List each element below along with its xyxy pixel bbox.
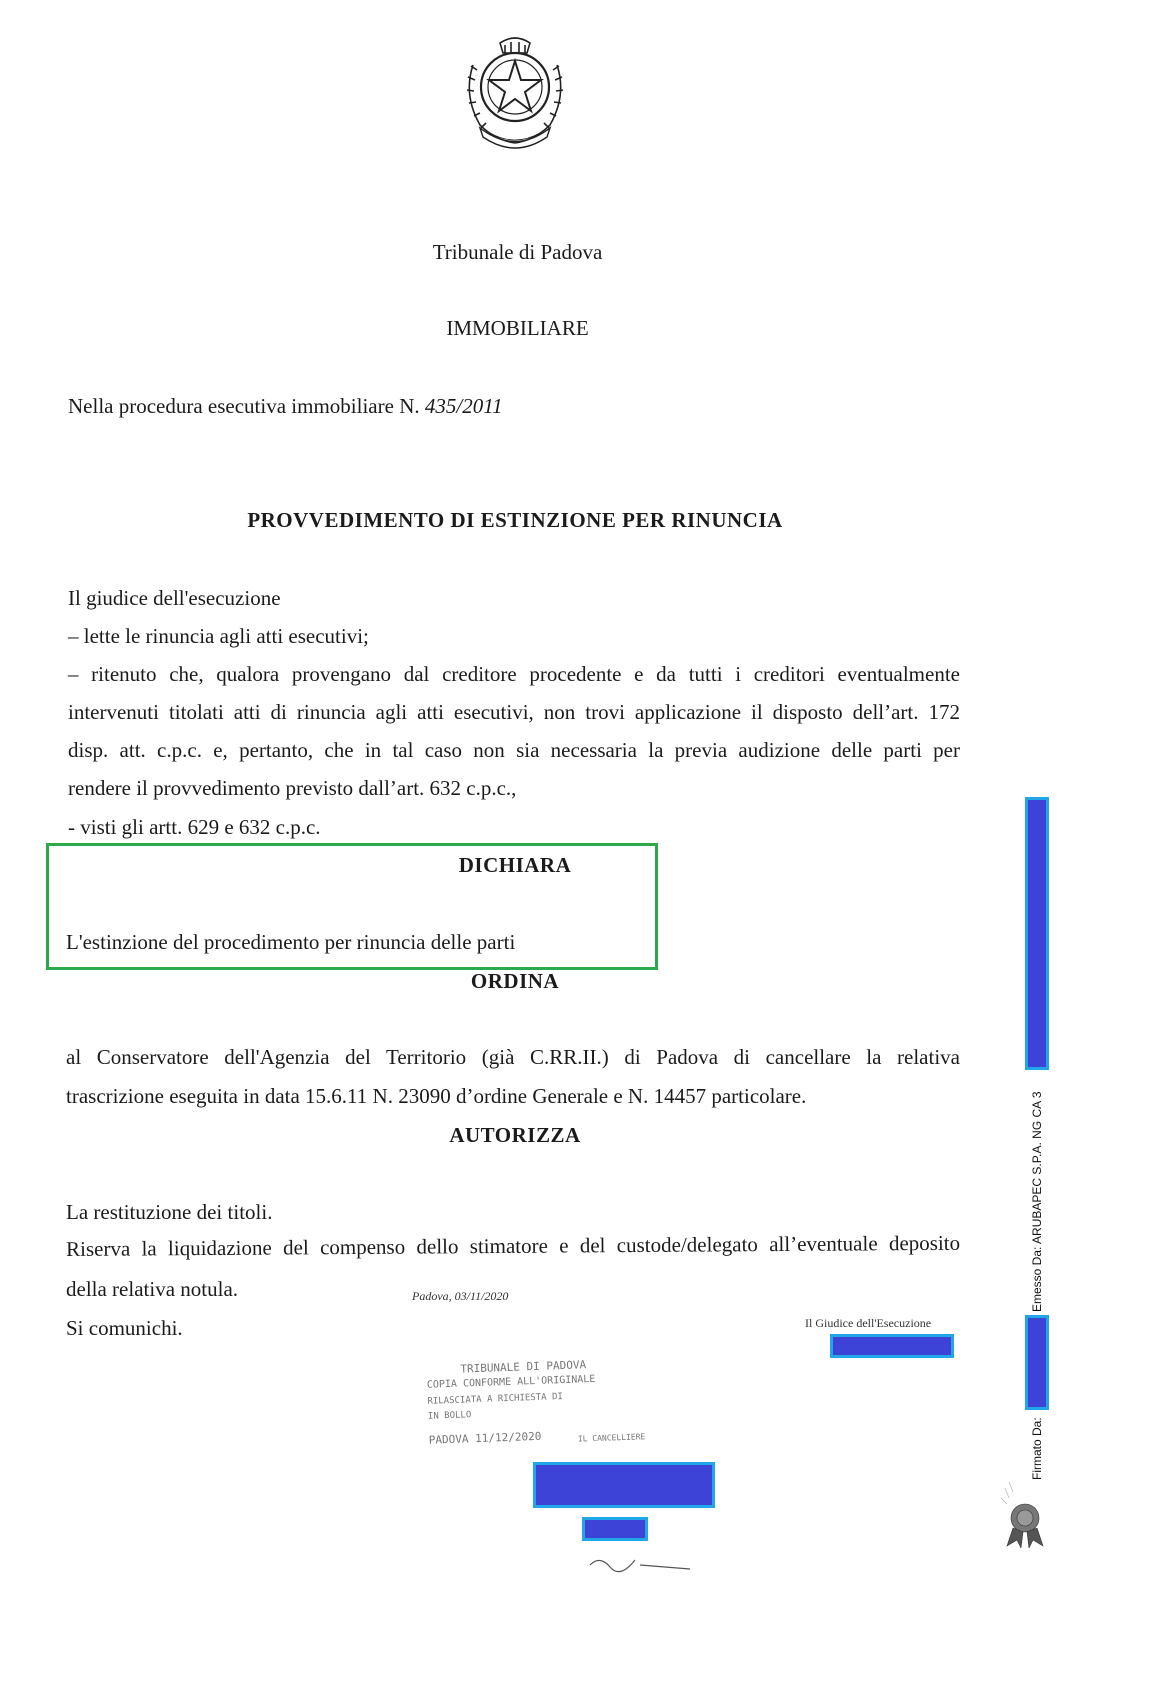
redacted-clerk-name bbox=[533, 1462, 715, 1508]
dichiara-heading: DICHIARA bbox=[458, 853, 572, 877]
italian-republic-emblem bbox=[455, 25, 575, 150]
redacted-judge-name bbox=[830, 1334, 954, 1358]
procedure-number: 435/2011 bbox=[424, 394, 503, 418]
autorizza-line-3: della relativa notula. bbox=[66, 1277, 239, 1301]
autorizza-line-1: La restituzione dei titoli. bbox=[66, 1200, 273, 1224]
autorizza-line-2: Riserva la liquidazione del compenso dello stimatore e del custode/delegato all’eventuale deposito bbox=[66, 1230, 961, 1261]
document-title: PROVVEDIMENTO DI ESTINZIONE PER RINUNCIA bbox=[247, 508, 783, 532]
ordina-line-2: trascrizione eseguita in data 15.6.11 N. 23090 d’ordine Generale e N. 14457 particolare. bbox=[66, 1084, 807, 1108]
paragraph-ritenuto-line-1: – ritenuto che, qualora provengano dal creditore procedente e da tutti i creditori eventualmente bbox=[68, 662, 960, 686]
autorizza-heading: AUTORIZZA bbox=[449, 1123, 581, 1147]
judge-label: Il Giudice dell'Esecuzione bbox=[805, 1316, 932, 1330]
paragraph-visti: - visti gli artt. 629 e 632 c.p.c. bbox=[68, 815, 321, 839]
stamp-line-6: IL CANCELLIERE bbox=[577, 1432, 646, 1444]
court-name: Tribunale di Padova bbox=[432, 240, 603, 264]
stamp-line-1: TRIBUNALE DI PADOVA bbox=[460, 1358, 587, 1376]
paragraph-lette: – lette le rinuncia agli atti esecutivi; bbox=[68, 624, 369, 648]
stamp-line-5: PADOVA 11/12/2020 bbox=[428, 1429, 542, 1447]
intro-text: Il giudice dell'esecuzione bbox=[68, 586, 281, 610]
autorizza-line-4: Si comunichi. bbox=[66, 1316, 183, 1340]
stamp-line-3: RILASCIATA A RICHIESTA DI bbox=[427, 1392, 564, 1407]
paragraph-ritenuto-line-3: disp. att. c.p.c. e, pertanto, che in tal caso non sia necessaria la previa audizione delle parti per bbox=[68, 738, 960, 762]
redacted-issuer-bar bbox=[1025, 797, 1049, 1070]
stamp-line-4: IN BOLLO bbox=[427, 1410, 472, 1422]
ordina-heading: ORDINA bbox=[470, 969, 560, 993]
place-and-date: Padova, 03/11/2020 bbox=[412, 1289, 509, 1303]
ordina-line-1: al Conservatore dell'Agenzia del Territorio (già C.RR.II.) di Padova di cancellare la relativa bbox=[66, 1045, 960, 1069]
procedure-line bbox=[68, 394, 503, 419]
section-name: IMMOBILIARE bbox=[446, 316, 589, 340]
digital-signature-signer: Firmato Da: bbox=[1030, 1417, 1044, 1480]
paragraph-ritenuto-line-2: intervenuti titolati atti di rinuncia agli atti esecutivi, non trovi applicazione il disposto dell’art. 172 bbox=[68, 700, 960, 724]
dichiara-text: L'estinzione del procedimento per rinuncia delle parti bbox=[66, 930, 516, 954]
handwritten-signature-mark bbox=[580, 1535, 700, 1575]
procedure-prefix: Nella procedura esecutiva immobiliare N. bbox=[68, 394, 420, 418]
conformity-stamp bbox=[420, 1351, 673, 1460]
signature-seal-icon bbox=[995, 1478, 1055, 1548]
digital-signature-issuer: Emesso Da: ARUBAPEC S.P.A. NG CA 3 bbox=[1030, 1091, 1044, 1312]
redacted-signer-bar bbox=[1025, 1315, 1049, 1410]
paragraph-ritenuto-line-4: rendere il provvedimento previsto dall’art. 632 c.p.c., bbox=[68, 776, 517, 800]
stamp-line-2: COPIA CONFORME ALL'ORIGINALE bbox=[426, 1373, 596, 1391]
